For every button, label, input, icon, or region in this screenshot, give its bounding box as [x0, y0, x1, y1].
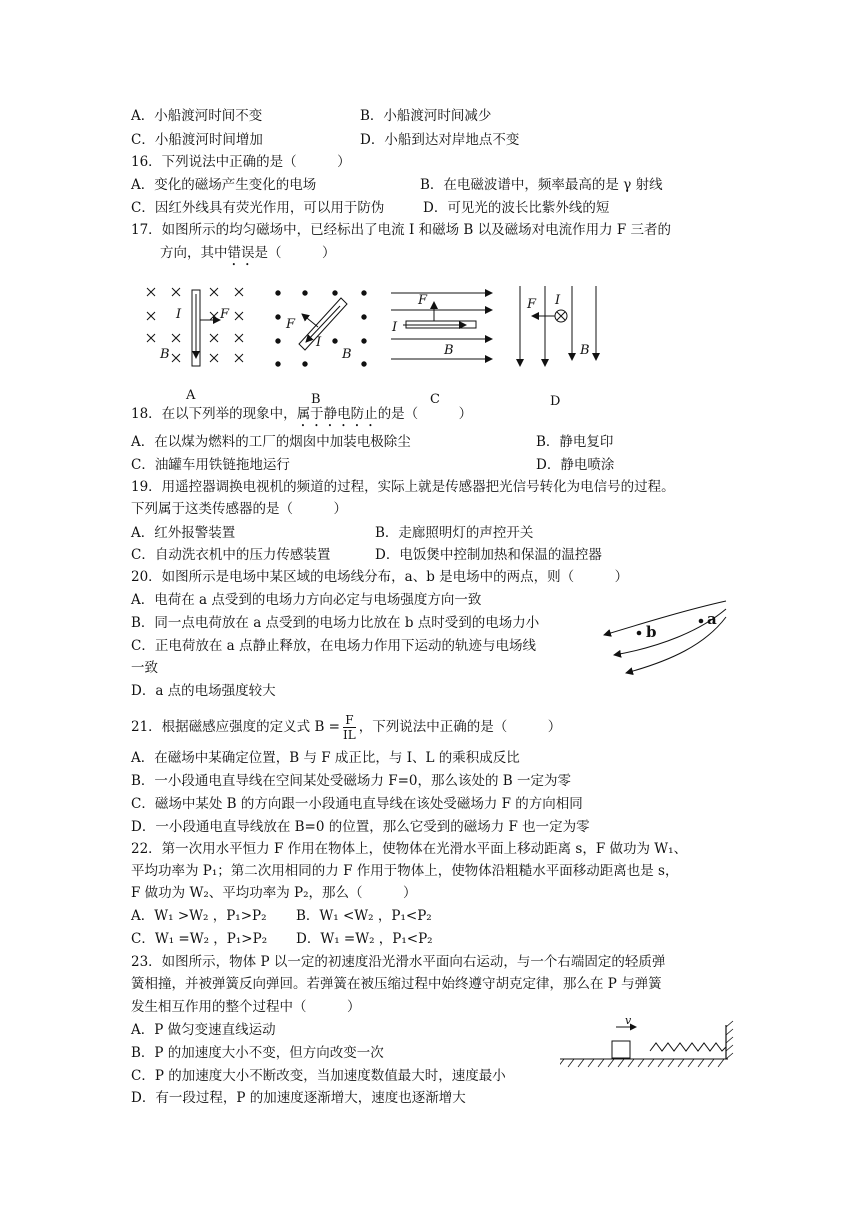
- q20-field-diagram: [590, 595, 730, 675]
- q17-figure-d: [520, 286, 596, 366]
- q17-d-label-B: B: [580, 343, 590, 358]
- q23-stem-line2: 簧相撞，并被弹簧反向弹回。若弹簧在被压缩过程中始终遵守胡克定律，那么在 P 与弹簧: [131, 976, 662, 992]
- q21-fraction: [343, 713, 356, 742]
- q23-stem-line3: 发生相互作用的整个过程中（ ）: [131, 999, 361, 1015]
- q18-stem: [131, 405, 472, 430]
- q23-stem-line1: 23．如图所示，物体 P 以一定的初速度沿光滑水平面向右运动，与一个右端固定的轻质弹: [131, 954, 666, 970]
- q17-figures: [0, 280, 860, 400]
- q17-figure-a: [147, 288, 243, 366]
- q22-stem-line1: 22．第一次用水平恒力 F 作用在物体上，使物体在光滑水平面上移动距离 s，F 做功为 W₁、: [131, 841, 688, 857]
- q20-point-a: a: [707, 610, 717, 628]
- q17-b-label-B: B: [342, 347, 352, 362]
- q16-option-a: A．变化的磁场产生变化的电场: [131, 177, 317, 193]
- q23-option-b: B．P 的加速度大小不变，但方向改变一次: [131, 1045, 384, 1061]
- q21-option-c: C．磁场中某处 B 的方向跟一小段通电直导线在该处受磁场力 F 的方向相同: [131, 796, 583, 812]
- q19-stem-line1: 19．用遥控器调换电视机的频道的过程，实际上就是传感器把光信号转化为电信号的过程。: [131, 479, 675, 495]
- q17-label-c: C: [430, 392, 440, 407]
- q23-option-d: D．有一段过程，P 的加速度逐渐增大，速度也逐渐增大: [131, 1090, 466, 1106]
- q17-stem-line1: 17．如图所示的均匀磁场中，已经标出了电流 I 和磁场 B 以及磁场对电流作用力 F 三者的: [131, 222, 672, 238]
- q17-figure-b: [276, 291, 366, 366]
- q21-option-d: D．一小段通电直导线放在 B=0 的位置，那么它受到的磁场力 F 也一定为零: [131, 819, 590, 835]
- q17-label-a: A: [186, 388, 196, 403]
- q17-a-label-I: I: [176, 307, 182, 322]
- q17-stem-emphasis: 错误: [227, 245, 255, 261]
- q19-option-a: A．红外报警装置: [131, 525, 236, 541]
- q18-option-b: B．静电复印: [536, 434, 614, 450]
- q22-stem-line3: F 做功为 W₂、平均功率为 P₂，那么（ ）: [131, 885, 417, 901]
- q22-option-a: A．W₁ >W₂ ，P₁>P₂: [131, 908, 267, 924]
- q20-point-b: b: [646, 623, 657, 641]
- q16-option-b: B．在电磁波谱中，频率最高的是 γ 射线: [420, 177, 663, 193]
- q16-stem: 16．下列说法中正确的是（ ）: [131, 154, 351, 170]
- q19-option-d: D．电饭煲中控制加热和保温的温控器: [375, 547, 602, 563]
- q17-c-label-I: I: [392, 320, 398, 335]
- q21-stem-post: ，下列说法中正确的是（ ）: [358, 719, 562, 735]
- q20-option-c-line2: 一致: [131, 660, 158, 676]
- q17-d-label-I: I: [555, 293, 561, 308]
- q15-option-a: A．小船渡河时间不变: [131, 108, 263, 124]
- q15-option-b: B．小船渡河时间减少: [360, 108, 492, 124]
- q17-stem-line2: [160, 244, 336, 269]
- q18-option-d: D．静电喷涂: [536, 457, 615, 473]
- q22-stem-line2: 平均功率为 P₁；第二次用相同的力 F 作用于物体上，使物体沿粗糙水平面移动距离也是 s，: [131, 863, 679, 879]
- q17-a-label-B: B: [160, 347, 170, 362]
- q16-option-d: D．可见光的波长比紫外线的短: [423, 200, 610, 216]
- q17-label-b: B: [311, 392, 321, 407]
- q20-option-c-line1: C．正电荷放在 a 点静止释放，在电场力作用下运动的轨迹与电场线: [131, 638, 536, 654]
- q18-stem-emphasis: 属于静电防止: [296, 406, 378, 422]
- q22-option-d: D．W₁ =W₂ ，P₁<P₂: [296, 931, 433, 947]
- q20-option-d: D．a 点的电场强度较大: [131, 683, 276, 699]
- q17-c-label-F: F: [418, 293, 428, 308]
- q17-b-label-I: I: [316, 335, 322, 350]
- q22-option-b: B．W₁ <W₂ ，P₁<P₂: [296, 908, 432, 924]
- q18-option-a: A．在以煤为燃料的工厂的烟囱中加装电极除尘: [131, 434, 411, 450]
- q23-option-c: C．P 的加速度大小不断改变，当加速度数值最大时，速度最小: [131, 1068, 506, 1084]
- q17-stem-pre: 方向，其中: [160, 245, 228, 261]
- q17-b-label-F: F: [286, 317, 296, 332]
- q21-frac-den: IL: [343, 728, 356, 742]
- q23-spring-diagram: [560, 1015, 740, 1075]
- q19-option-c: C．自动洗衣机中的压力传感装置: [131, 547, 331, 563]
- q19-option-b: B．走廊照明灯的声控开关: [375, 525, 534, 541]
- q21-option-a: A．在磁场中某确定位置，B 与 F 成正比，与 I、L 的乘积成反比: [131, 750, 520, 766]
- q18-option-c: C．油罐车用铁链拖地运行: [131, 457, 290, 473]
- q23-option-a: A．P 做匀变速直线运动: [131, 1022, 276, 1038]
- q19-stem-line2: 下列属于这类传感器的是（ ）: [131, 501, 347, 517]
- q20-option-b: B．同一点电荷放在 a 点受到的电场力比放在 b 点时受到的电场力小: [131, 615, 540, 631]
- q17-stem-post: 是（ ）: [254, 245, 336, 261]
- q17-figure-c: [391, 293, 492, 359]
- q15-option-c: C．小船渡河时间增加: [131, 132, 263, 148]
- q20-stem: 20．如图所示是电场中某区域的电场线分布，a、b 是电场中的两点，则（ ）: [131, 569, 629, 585]
- q23-v-label: v: [625, 1015, 632, 1027]
- q22-option-c: C．W₁ =W₂ ，P₁>P₂: [131, 931, 268, 947]
- q21-stem: [131, 713, 561, 742]
- q15-option-d: D．小船到达对岸地点不变: [360, 132, 520, 148]
- q21-option-b: B．一小段通电直导线在空间某处受磁场力 F=0，那么该处的 B 一定为零: [131, 773, 571, 789]
- q21-stem-pre: 21．根据磁感应强度的定义式 B =: [131, 719, 340, 735]
- q17-a-label-F: F: [220, 307, 230, 322]
- q17-label-d: D: [550, 394, 561, 409]
- q21-frac-num: F: [343, 713, 356, 728]
- q16-option-c: C．因红外线具有荧光作用，可以用于防伪: [131, 200, 385, 216]
- q18-stem-pre: 18．在以下列举的现象中，: [131, 406, 297, 422]
- q17-d-label-F: F: [527, 297, 537, 312]
- q18-stem-post: 的是（ ）: [377, 406, 473, 422]
- q20-option-a: A．电荷在 a 点受到的电场力方向必定与电场强度方向一致: [131, 592, 482, 608]
- q17-c-label-B: B: [444, 343, 454, 358]
